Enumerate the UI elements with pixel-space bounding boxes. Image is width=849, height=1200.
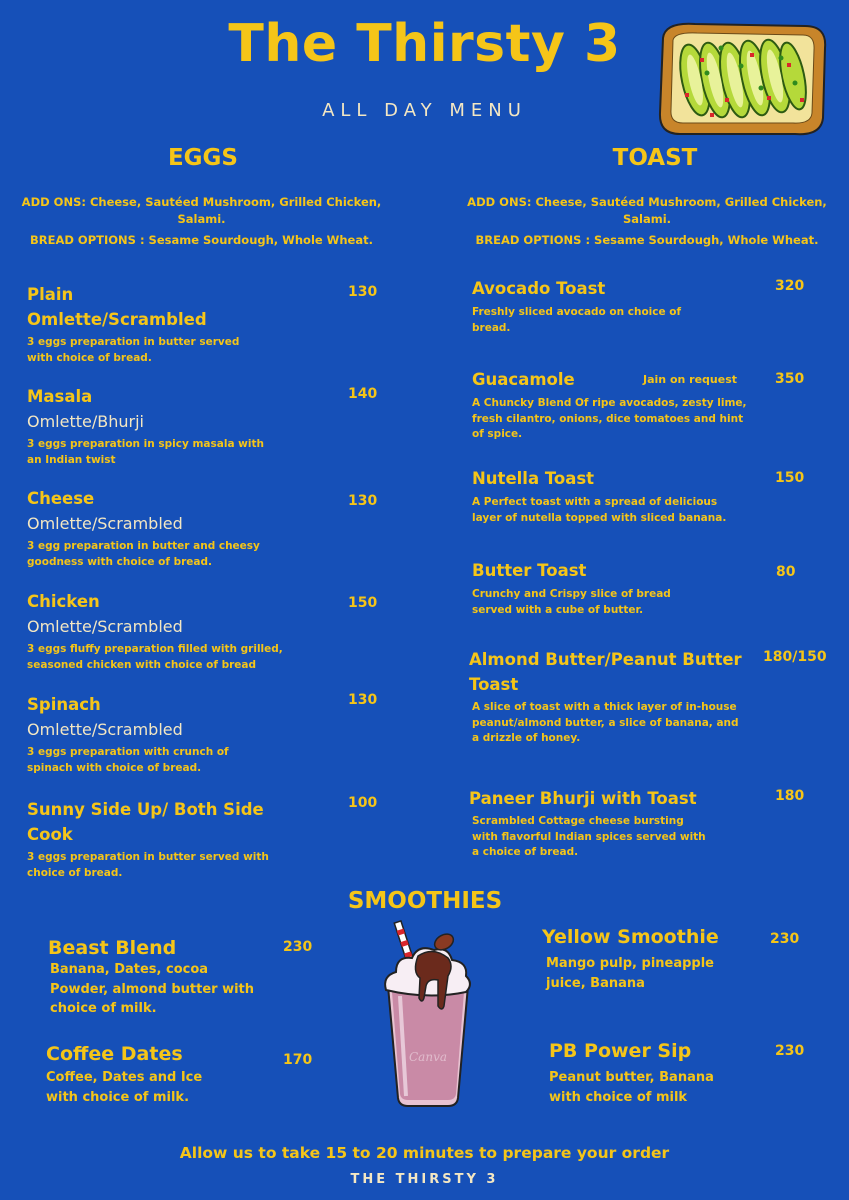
item-desc: fresh cilantro, onions, dice tomatoes and hint <box>472 412 744 425</box>
item-price: 80 <box>776 564 796 580</box>
item-desc: A Chuncky Blend Of ripe avocados, zesty lime, <box>472 397 747 409</box>
avocado-toast-illustration <box>655 18 830 138</box>
smoothie-item <box>46 1043 276 1107</box>
toast-addons-line2: Salami. <box>622 212 672 226</box>
preparation-time-note: Allow us to take 15 to 20 minutes to prepare your order <box>179 1144 670 1162</box>
smoothie-item <box>48 937 278 1019</box>
item-price: 180 <box>775 788 805 804</box>
item-desc: served with a cube of butter. <box>472 603 644 616</box>
eggs-addons <box>0 194 403 249</box>
smoothie-name: Yellow Smoothie <box>542 926 719 948</box>
toast-addons <box>445 194 849 249</box>
page-subtitle: ALL DAY MENU <box>322 100 527 121</box>
item-name: Spinach <box>27 695 101 714</box>
item-desc: of spice. <box>472 428 523 440</box>
smoothie-desc: Powder, almond butter with <box>50 981 255 997</box>
item-sub: Omlette/Bhurji <box>27 412 144 431</box>
menu-item <box>27 384 357 468</box>
footer-brand: THE THIRSTY 3 <box>350 1172 499 1187</box>
smoothie-desc: Coffee, Dates and Ice <box>46 1070 203 1085</box>
item-price: 320 <box>775 278 805 294</box>
item-desc: with flavorful Indian spices served with <box>472 830 706 843</box>
smoothie-desc: with choice of milk. <box>46 1089 190 1105</box>
item-desc: A Perfect toast with a spread of delicious <box>472 496 718 508</box>
item-sub: Omlette/Scrambled <box>27 720 183 739</box>
item-price: 180/150 <box>763 649 827 665</box>
item-desc: A slice of toast with a thick layer of in-house <box>472 701 737 713</box>
smoothie-desc: juice, Banana <box>546 975 645 991</box>
smoothie-price: 230 <box>775 1043 805 1059</box>
page-title: The Thirsty 3 <box>228 14 621 74</box>
smoothie-price: 230 <box>283 939 313 955</box>
item-sub: Omlette/Scrambled <box>27 310 207 329</box>
item-desc: choice of bread. <box>27 866 123 879</box>
menu-item <box>27 589 357 673</box>
item-price: 130 <box>348 692 378 708</box>
smoothie-desc: Banana, Dates, cocoa <box>50 962 209 977</box>
eggs-bread-options: BREAD OPTIONS : Sesame Sourdough, Whole Wheat. <box>30 233 373 247</box>
menu-item <box>469 786 769 861</box>
item-name: Guacamole <box>472 370 575 389</box>
smoothie-glass-illustration <box>378 916 478 1116</box>
item-price: 150 <box>348 595 378 611</box>
item-name: Masala <box>27 387 93 406</box>
eggs-heading: EGGS <box>167 145 239 171</box>
eggs-addons-line1: ADD ONS: Cheese, Sautéed Mushroom, Grilled Chicken, <box>21 195 382 209</box>
smoothie-name: PB Power Sip <box>549 1040 692 1062</box>
toast-bread-options: BREAD OPTIONS : Sesame Sourdough, Whole Wheat. <box>475 233 819 247</box>
menu-item <box>27 486 357 570</box>
smoothie-desc: choice of milk. <box>50 1001 157 1016</box>
item-desc: Crunchy and Crispy slice of bread <box>472 588 671 600</box>
smoothie-desc: Mango pulp, pineapple <box>546 956 715 971</box>
smoothie-price: 170 <box>283 1052 313 1068</box>
item-desc: 3 eggs preparation with crunch of <box>27 746 229 758</box>
item-desc: Scrambled Cottage cheese bursting <box>472 815 684 827</box>
item-name: Plain <box>27 285 74 304</box>
item-name: Paneer Bhurji with Toast <box>469 789 697 808</box>
smoothie-desc: with choice of milk <box>549 1089 688 1105</box>
smoothies-heading: SMOOTHIES <box>347 888 503 914</box>
item-desc: peanut/almond butter, a slice of banana, and <box>472 716 739 729</box>
item-name: Almond Butter/Peanut Butter <box>469 650 742 669</box>
toast-heading: TOAST <box>612 145 698 171</box>
item-name: Cheese <box>27 489 95 508</box>
item-price: 350 <box>775 371 805 387</box>
item-desc: 3 eggs preparation in spicy masala with <box>27 438 264 450</box>
item-note: Jain on request <box>643 373 738 386</box>
item-price: 150 <box>775 470 805 486</box>
eggs-addons-line2: Salami. <box>177 212 226 226</box>
smoothie-name: Coffee Dates <box>46 1043 183 1065</box>
menu-item <box>27 282 357 366</box>
canva-watermark: Canva <box>409 1050 447 1064</box>
item-desc: 3 eggs fluffy preparation filled with grilled, <box>27 643 283 655</box>
item-name-line2: Toast <box>469 675 519 694</box>
item-name: Chicken <box>27 592 100 611</box>
item-name: Nutella Toast <box>472 469 595 488</box>
item-name: Avocado Toast <box>472 279 606 298</box>
item-desc: a choice of bread. <box>472 846 579 858</box>
item-desc: 3 eggs preparation in butter served <box>27 336 240 348</box>
item-price: 130 <box>348 493 378 509</box>
item-desc: an Indian twist <box>27 453 116 466</box>
menu-item <box>27 692 357 776</box>
menu-item <box>472 558 762 618</box>
item-price: 100 <box>348 795 378 811</box>
item-desc: goodness with choice of bread. <box>27 555 213 568</box>
item-sub: Omlette/Scrambled <box>27 514 183 533</box>
item-desc: a drizzle of honey. <box>472 732 581 744</box>
menu-item <box>472 276 762 336</box>
item-desc: layer of nutella topped with sliced banana. <box>472 511 727 524</box>
item-desc: Freshly sliced avocado on choice of <box>472 306 682 318</box>
smoothie-desc: Peanut butter, Banana <box>549 1070 714 1085</box>
item-price: 130 <box>348 284 378 300</box>
item-sub: Cook <box>27 825 73 844</box>
item-name: Butter Toast <box>472 561 587 580</box>
smoothie-item <box>542 926 772 993</box>
item-name: Sunny Side Up/ Both Side <box>27 800 264 819</box>
item-sub: Omlette/Scrambled <box>27 617 183 636</box>
item-desc: 3 egg preparation in butter and cheesy <box>27 540 260 552</box>
smoothie-name: Beast Blend <box>48 937 177 959</box>
smoothie-item <box>549 1040 779 1107</box>
item-desc: seasoned chicken with choice of bread <box>27 658 256 671</box>
smoothie-price: 230 <box>770 931 800 947</box>
menu-item <box>472 466 762 526</box>
item-desc: with choice of bread. <box>27 351 152 364</box>
item-desc: spinach with choice of bread. <box>27 761 202 774</box>
item-desc: 3 eggs preparation in butter served with <box>27 851 269 863</box>
item-desc: bread. <box>472 321 511 334</box>
menu-item <box>469 647 769 747</box>
menu-item <box>27 797 357 881</box>
item-price: 140 <box>348 386 378 402</box>
toast-addons-line1: ADD ONS: Cheese, Sautéed Mushroom, Grilled Chicken, <box>467 195 827 209</box>
